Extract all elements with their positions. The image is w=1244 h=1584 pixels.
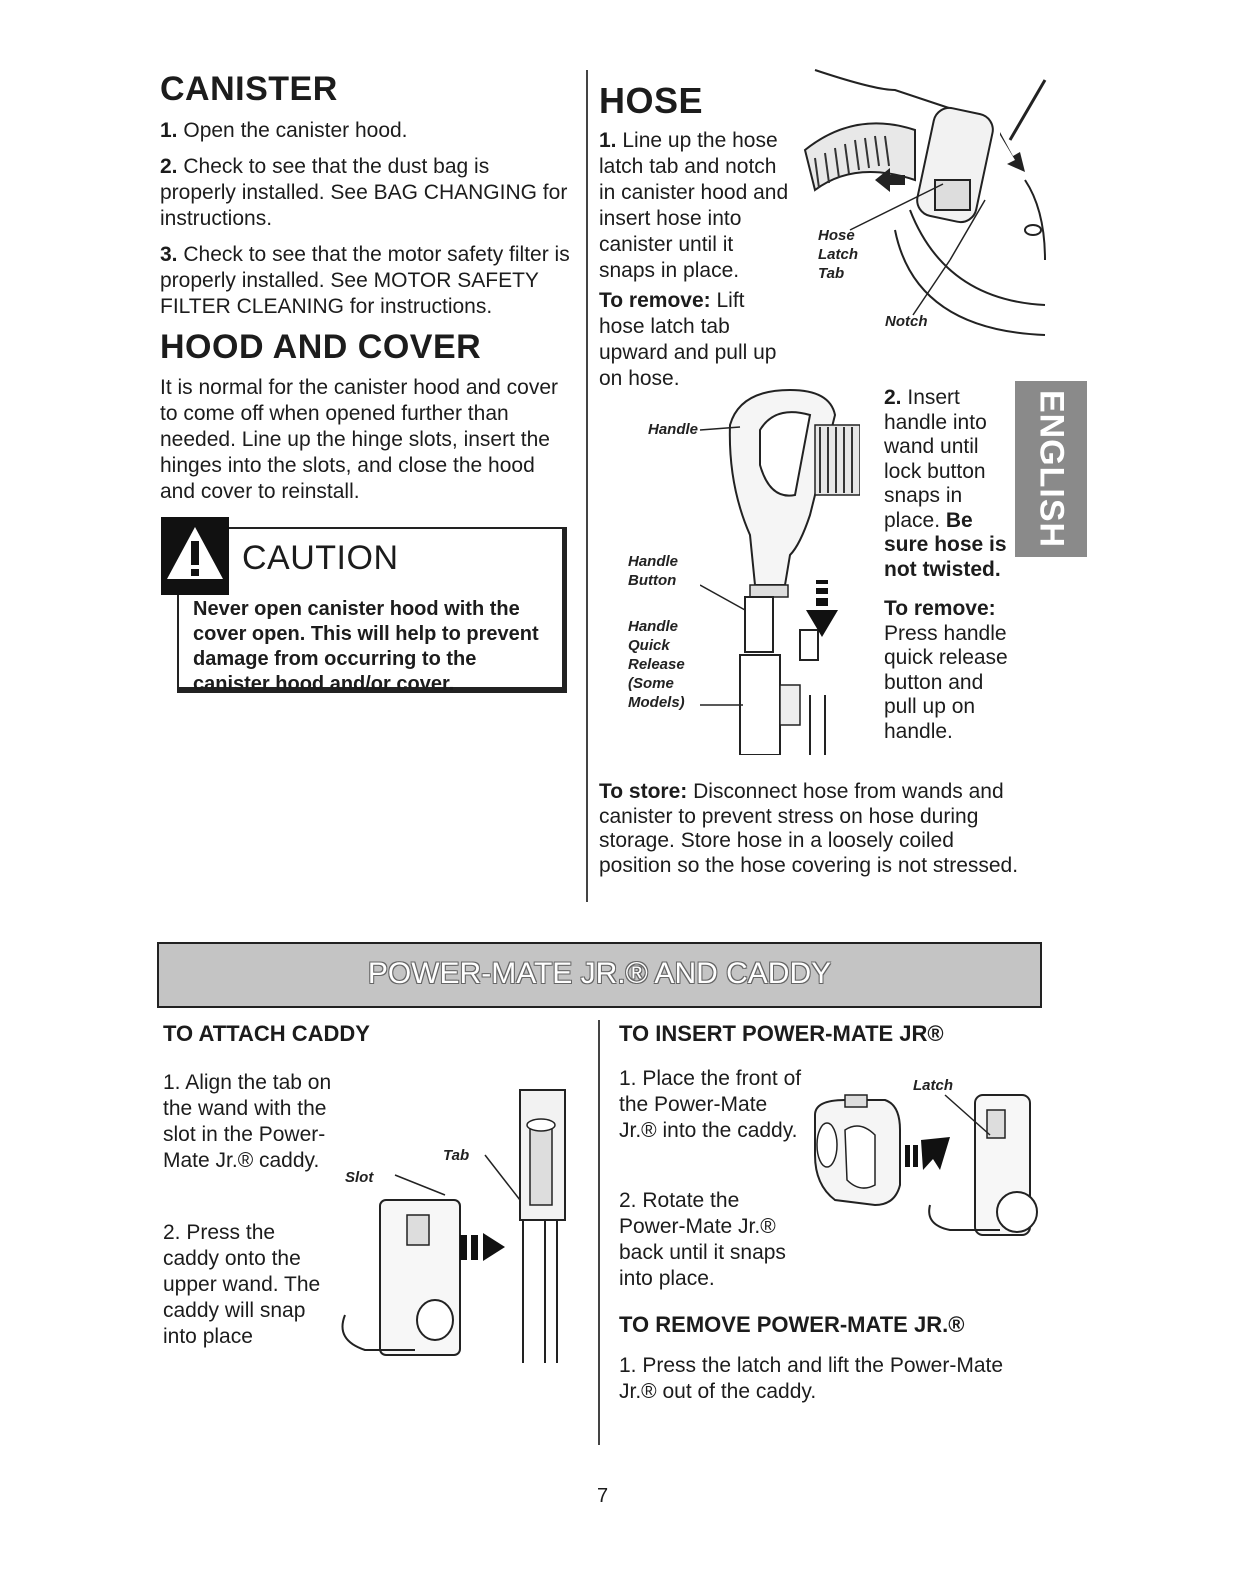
attach-caddy-step-1: 1. Align the tab on the wand with the slot in the Power-Mate Jr.® caddy. — [163, 1071, 332, 1172]
label-tab: Tab — [443, 1147, 470, 1164]
hose-step-1: 1. Line up the hose latch tab and notch in canister hood and insert hose into canister until it snaps in place. — [599, 129, 789, 282]
caddy-attach-illustration — [335, 1085, 580, 1365]
power-mate-banner — [157, 942, 1042, 1008]
hood-cover-body: It is normal for the canister hood and cover to come off when opened further than needed. Line up the hinge slots, insert the hinges into the slots, and close the hood and cover to reinstall. — [160, 376, 559, 503]
canister-step-1: 1. Open the canister hood. — [160, 119, 408, 142]
label-handle-quick-release: Handle Quick Release (Some Models) — [628, 618, 685, 711]
language-tab — [1015, 381, 1087, 557]
power-mate-insert-illustration — [805, 1075, 1045, 1240]
banner-title: POWER-MATE JR.® AND CADDY — [367, 957, 832, 990]
label-slot: Slot — [345, 1169, 374, 1186]
label-latch: Latch — [913, 1077, 954, 1094]
column-divider-bottom — [598, 1020, 600, 1445]
hose-remove-2: To remove: Press handle quick release button and pull up on handle. — [884, 597, 1008, 743]
label-hose-latch-tab: Hose Latch Tab — [818, 227, 859, 282]
insert-pm-step-1: 1. Place the front of the Power-Mate Jr.® into the caddy. — [619, 1067, 802, 1142]
hood-cover-heading: HOOD AND COVER — [160, 328, 482, 366]
attach-caddy-heading: TO ATTACH CADDY — [163, 1021, 370, 1046]
canister-step-3: 3. Check to see that the motor safety filter is properly installed. See MOTOR SAFETY FILTER CLEANING for instructions. — [160, 243, 570, 318]
hose-heading: HOSE — [599, 80, 704, 121]
hose-canister-illustration — [795, 60, 1050, 345]
caution-body: Never open canister hood with the cover open. This will help to prevent damage from occurring to the canister hood and/or cover. — [193, 598, 539, 695]
warning-triangle-icon — [161, 517, 229, 595]
insert-pm-step-2: 2. Rotate the Power-Mate Jr.® back until it snaps into place. — [619, 1189, 786, 1290]
label-handle-button: Handle Button — [628, 553, 679, 589]
canister-steps — [160, 118, 570, 320]
handle-wand-illustration — [700, 385, 860, 755]
canister-step-2: 2. Check to see that the dust bag is properly installed. See BAG CHANGING for instructions. — [160, 155, 568, 230]
column-divider-top — [586, 70, 588, 902]
page-number: 7 — [597, 1485, 609, 1507]
label-handle: Handle — [648, 421, 699, 438]
caution-title: CAUTION — [242, 539, 399, 577]
canister-heading: CANISTER — [160, 70, 338, 108]
hose-step-2: 2. Insert handle into wand until lock button snaps in place. Be sure hose is not twisted. — [884, 386, 1007, 581]
attach-caddy-step-2: 2. Press the caddy onto the upper wand. The caddy will snap into place — [163, 1221, 321, 1348]
caution-warning-block — [161, 517, 229, 595]
label-notch: Notch — [885, 313, 928, 330]
remove-pm-step-1: 1. Press the latch and lift the Power-Mate Jr.® out of the caddy. — [619, 1354, 1004, 1403]
hose-store: To store: Disconnect hose from wands and canister to prevent stress on hose during storage. Store hose in a loosely coiled position so the hose covering is not stressed. — [599, 780, 1019, 877]
language-tab-label: ENGLISH — [1032, 389, 1071, 549]
insert-pm-heading: TO INSERT POWER-MATE JR® — [619, 1021, 944, 1046]
hose-remove-1: To remove: Lift hose latch tab upward and pull up on hose. — [599, 289, 777, 390]
remove-pm-heading: TO REMOVE POWER-MATE JR.® — [619, 1312, 965, 1337]
